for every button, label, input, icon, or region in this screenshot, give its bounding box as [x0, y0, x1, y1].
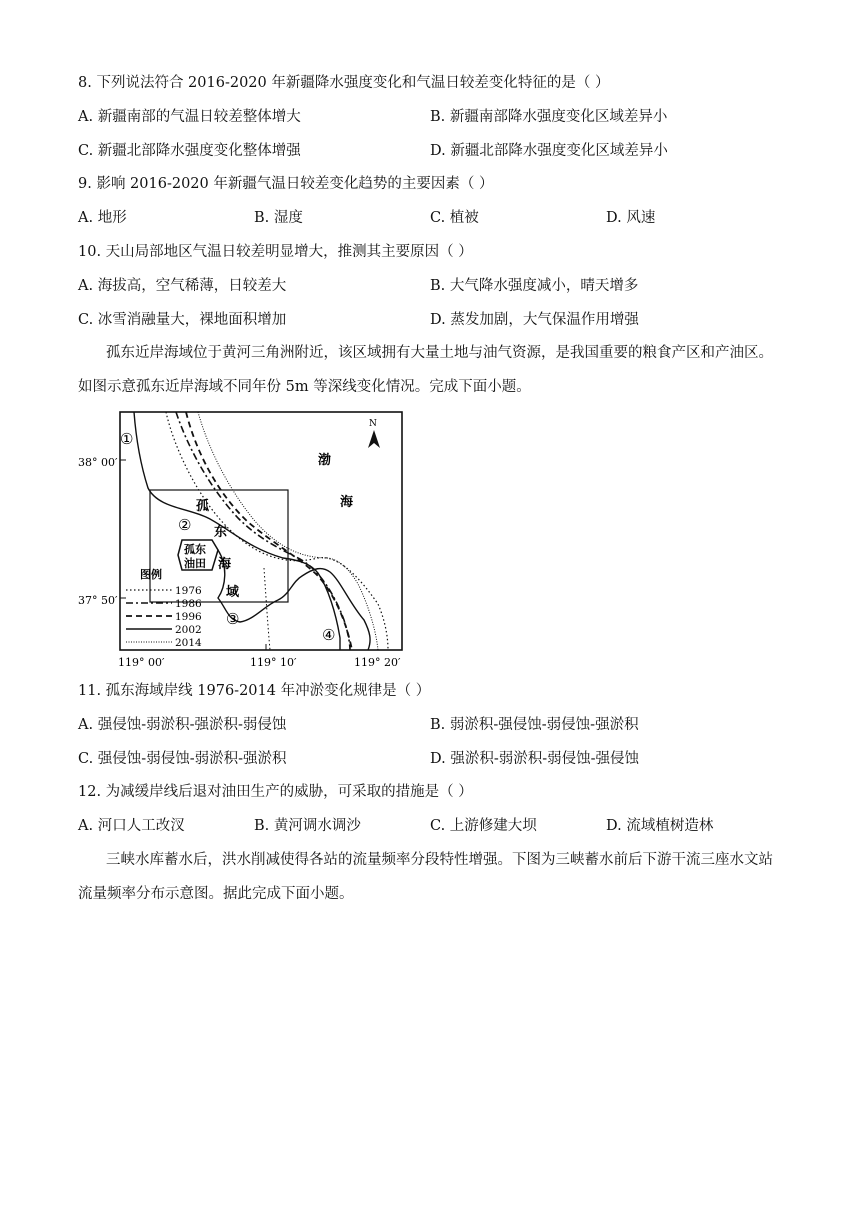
q9-option-c: C. 植被 — [430, 210, 479, 226]
legend-title: 图例 — [140, 568, 162, 581]
q10-option-d: D. 蒸发加剧，大气保温作用增强 — [430, 312, 639, 328]
q9-stem: 9. 影响 2016-2020 年新疆气温日较差变化趋势的主要因素（ ） — [78, 176, 494, 192]
marker-1: ① — [120, 430, 134, 448]
lon-119-00: 119° 00′ — [118, 656, 165, 669]
sea-label-2: 海 — [340, 495, 354, 510]
lon-119-20: 119° 20′ — [354, 656, 401, 669]
q10-stem: 10. 天山局部地区气温日较差明显增大，推测其主要原因（ ） — [78, 244, 473, 260]
oilfield-label-1: 孤东 — [184, 543, 206, 556]
region-label-2: 东 — [214, 525, 228, 540]
q9-option-b: B. 湿度 — [254, 210, 303, 226]
q11-option-d: D. 强淤积-弱淤积-弱侵蚀-强侵蚀 — [430, 751, 640, 767]
q12-option-c: C. 上游修建大坝 — [430, 818, 537, 834]
q10-option-c: C. 冰雪消融量大，裸地面积增加 — [78, 312, 287, 328]
gudong-isobath-map — [78, 408, 408, 670]
q8-option-b: B. 新疆南部降水强度变化区域差异小 — [430, 109, 668, 125]
q8-option-c: C. 新疆北部降水强度变化整体增强 — [78, 143, 301, 159]
intro-three-gorges: 三峡水库蓄水后，洪水削减使得各站的流量频率分段特性增强。下图为三峡蓄水前后下游干流三座水文站流量频率分布示意图。据此完成下面小题。 — [78, 852, 773, 902]
q11-option-b: B. 弱淤积-强侵蚀-弱侵蚀-强淤积 — [430, 717, 639, 733]
region-label-3: 海 — [218, 557, 232, 572]
q12-option-a: A. 河口人工改汊 — [78, 818, 185, 834]
q10-option-b: B. 大气降水强度减小，晴天增多 — [430, 278, 639, 294]
lon-119-10: 119° 10′ — [250, 656, 297, 669]
legend-label-1996: 1996 — [175, 611, 202, 623]
legend-label-2002: 2002 — [175, 624, 202, 636]
legend-label-1986: 1986 — [175, 598, 202, 610]
q8-option-d: D. 新疆北部降水强度变化区域差异小 — [430, 143, 668, 159]
isobath-1986 — [176, 412, 350, 650]
region-label-1: 孤 — [196, 499, 210, 514]
q8-option-a: A. 新疆南部的气温日较差整体增大 — [78, 109, 301, 125]
marker-2: ② — [178, 516, 192, 534]
oilfield-label-2: 油田 — [184, 557, 206, 570]
north-label: N — [369, 419, 377, 429]
q11-stem: 11. 孤东海域岸线 1976-2014 年冲淤变化规律是（ ） — [78, 683, 431, 699]
lat-38-00: 38° 00′ — [78, 456, 118, 469]
q12-stem: 12. 为减缓岸线后退对油田生产的威胁，可采取的措施是（ ） — [78, 784, 473, 800]
q12-option-d: D. 流域植树造林 — [606, 818, 714, 834]
q9-option-a: A. 地形 — [78, 210, 127, 226]
q11-option-c: C. 强侵蚀-弱侵蚀-弱淤积-强淤积 — [78, 751, 287, 767]
q11-option-a: A. 强侵蚀-弱淤积-强淤积-弱侵蚀 — [78, 717, 287, 733]
north-arrow-icon — [368, 430, 380, 448]
lat-37-50: 37° 50′ — [78, 594, 118, 607]
region-label-4: 域 — [226, 585, 240, 600]
legend-label-2014: 2014 — [175, 637, 202, 649]
legend-label-1976: 1976 — [175, 585, 202, 597]
marker-3: ③ — [226, 610, 240, 628]
intro-gudong: 孤东近岸海域位于黄河三角洲附近，该区域拥有大量土地与油气资源，是我国重要的粮食产区和产油区。如图示意孤东近岸海域不同年份 5m 等深线变化情况。完成下面小题。 — [78, 345, 773, 395]
marker-4: ④ — [322, 626, 336, 644]
isobath-1976-inner — [264, 568, 270, 650]
sea-label-1: 渤 — [318, 453, 332, 468]
q9-option-d: D. 风速 — [606, 210, 656, 226]
q12-option-b: B. 黄河调水调沙 — [254, 818, 361, 834]
q8-stem: 8. 下列说法符合 2016-2020 年新疆降水强度变化和气温日较差变化特征的是（ ） — [78, 75, 610, 91]
study-area-box — [150, 490, 288, 602]
q10-option-a: A. 海拔高，空气稀薄，日较差大 — [78, 278, 287, 294]
